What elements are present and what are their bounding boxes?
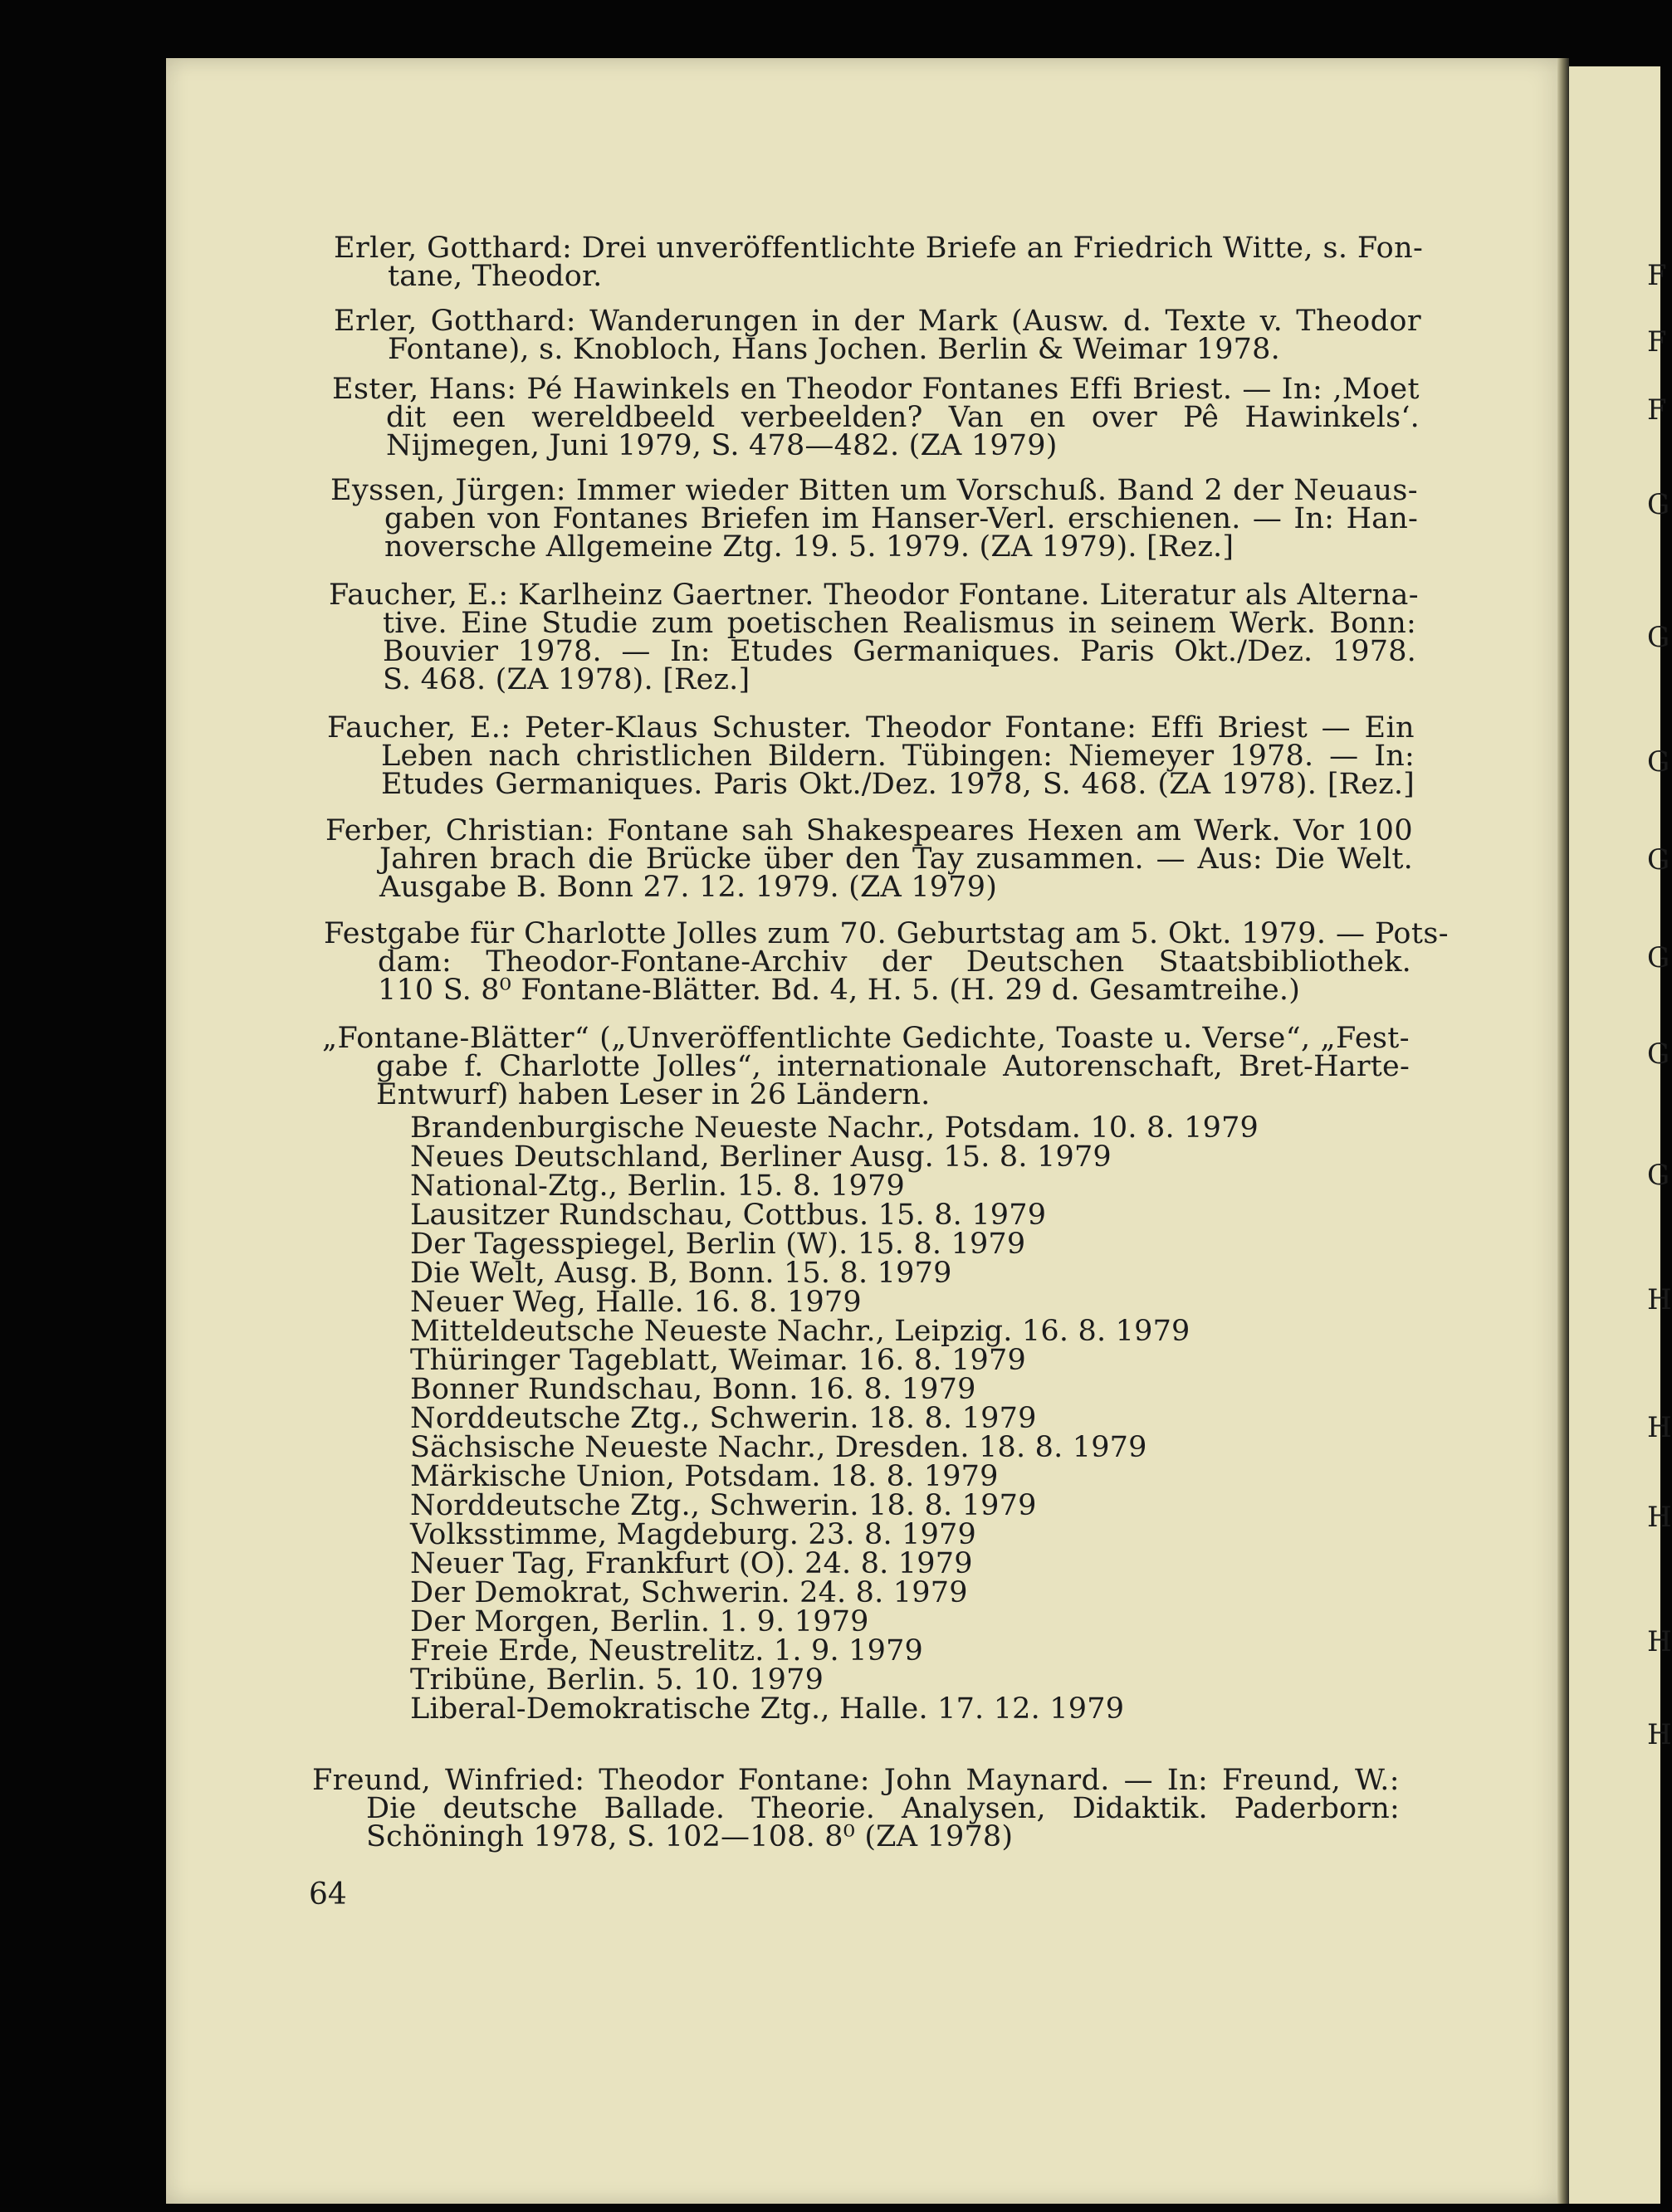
bibliography-entry-festgabe xyxy=(324,917,1449,1007)
entry-line: noversche Allgemeine Ztg. 19. 5. 1979. (ZA 1979). [Rez.] xyxy=(384,530,1234,564)
entry-line: tane, Theodor. xyxy=(388,260,603,293)
adjacent-page-letter: G xyxy=(1647,843,1670,876)
entry-line: „Fontane-Blätter“ („Unveröffentlichte Gedichte, Toaste u. Verse“, „Fest- xyxy=(322,1022,1410,1055)
adjacent-page-letter: F xyxy=(1647,259,1667,292)
entry-line: Faucher, E.: Karlheinz Gaertner. Theodor Fontane. Literatur als Alterna- xyxy=(329,579,1419,612)
adjacent-page-letter: G xyxy=(1647,621,1670,654)
list-item: Tribüne, Berlin. 5. 10. 1979 xyxy=(410,1663,824,1697)
entry-line: dit een wereldbeeld verbeelden? Van en over Pê Hawinkels‘. xyxy=(386,401,1420,434)
press-review-list xyxy=(410,1111,1259,1726)
entry-line: Schöningh 1978, S. 102—108. 8⁰ (ZA 1978) xyxy=(366,1820,1014,1853)
bibliography-entry-erler-2 xyxy=(334,307,1421,364)
list-item: Volksstimme, Magdeburg. 23. 8. 1979 xyxy=(410,1518,976,1551)
entry-line: Festgabe für Charlotte Jolles zum 70. Geburtstag am 5. Okt. 1979. — Pots- xyxy=(324,917,1449,950)
adjacent-page-letter: F xyxy=(1647,393,1667,427)
list-item: Der Demokrat, Schwerin. 24. 8. 1979 xyxy=(410,1576,968,1609)
entry-line: 110 S. 8⁰ Fontane-Blätter. Bd. 4, H. 5. (H. 29 d. Gesamtreihe.) xyxy=(378,974,1301,1007)
list-item: Norddeutsche Ztg., Schwerin. 18. 8. 1979 xyxy=(410,1489,1037,1522)
adjacent-page-letter: H xyxy=(1647,1625,1672,1658)
entry-line: Ausgabe B. Bonn 27. 12. 1979. (ZA 1979) xyxy=(379,871,998,904)
list-item: Thüringer Tageblatt, Weimar. 16. 8. 1979 xyxy=(410,1344,1026,1377)
page-number: 64 xyxy=(309,1878,347,1912)
entry-line: S. 468. (ZA 1978). [Rez.] xyxy=(383,663,750,696)
bibliography-entry-fontane-blaetter xyxy=(322,1024,1410,1109)
entry-line: Nijmegen, Juni 1979, S. 478—482. (ZA 1979) xyxy=(386,429,1058,462)
list-item: Norddeutsche Ztg., Schwerin. 18. 8. 1979 xyxy=(410,1402,1037,1435)
list-item: Liberal-Demokratische Ztg., Halle. 17. 12. 1979 xyxy=(410,1692,1125,1726)
entry-line: Ester, Hans: Pé Hawinkels en Theodor Fontanes Effi Briest. — In: ‚Moet xyxy=(332,373,1420,406)
entry-line: Die deutsche Ballade. Theorie. Analysen, Didaktik. Paderborn: xyxy=(366,1792,1400,1825)
entry-line: dam: Theodor-Fontane-Archiv der Deutschen Staatsbibliothek. xyxy=(378,945,1411,979)
adjacent-page-letter: H xyxy=(1647,1283,1672,1316)
list-item: Neues Deutschland, Berliner Ausg. 15. 8. 1979 xyxy=(410,1140,1112,1174)
bibliography-entry-freund xyxy=(312,1766,1400,1851)
list-item: Der Morgen, Berlin. 1. 9. 1979 xyxy=(410,1605,869,1638)
list-item: Freie Erde, Neustrelitz. 1. 9. 1979 xyxy=(410,1634,924,1668)
adjacent-page-letter: H xyxy=(1647,1718,1672,1751)
adjacent-page-letter: G xyxy=(1647,745,1670,779)
entry-line: Etudes Germaniques. Paris Okt./Dez. 1978, S. 468. (ZA 1978). [Rez.] xyxy=(381,768,1415,801)
bibliography-entry-eyssen xyxy=(330,474,1418,564)
entry-line: Eyssen, Jürgen: Immer wieder Bitten um Vorschuß. Band 2 der Neuaus- xyxy=(330,474,1418,507)
entry-line: Leben nach christlichen Bildern. Tübingen: Niemeyer 1978. — In: xyxy=(381,740,1415,773)
entry-line: gabe f. Charlotte Jolles“, internationale Autorenschaft, Bret-Harte- xyxy=(376,1050,1410,1083)
adjacent-page-letter: G xyxy=(1647,488,1670,521)
adjacent-page-letter: G xyxy=(1647,1038,1670,1071)
list-item: Bonner Rundschau, Bonn. 16. 8. 1979 xyxy=(410,1373,976,1406)
bibliography-entry-erler-1 xyxy=(334,232,1424,293)
entry-line: Erler, Gotthard: Wanderungen in der Mark (Ausw. d. Texte v. Theodor xyxy=(334,305,1421,338)
bibliography-entry-ferber xyxy=(325,814,1413,904)
entry-line: Faucher, E.: Peter-Klaus Schuster. Theodor Fontane: Effi Briest — Ein xyxy=(327,711,1415,745)
adjacent-page-letter: F xyxy=(1647,325,1667,359)
list-item: Sächsische Neueste Nachr., Dresden. 18. 8. 1979 xyxy=(410,1431,1147,1464)
list-item: National-Ztg., Berlin. 15. 8. 1979 xyxy=(410,1169,905,1203)
bibliography-entry-faucher-1 xyxy=(329,579,1419,696)
bibliography-entry-faucher-2 xyxy=(327,711,1415,801)
bibliography-entry-ester xyxy=(332,375,1420,460)
entry-line: gaben von Fontanes Briefen im Hanser-Verl. erschienen. — In: Han- xyxy=(384,502,1418,535)
entry-line: Fontane), s. Knobloch, Hans Jochen. Berlin & Weimar 1978. xyxy=(388,333,1280,366)
list-item: Neuer Weg, Halle. 16. 8. 1979 xyxy=(410,1286,862,1319)
entry-line: Freund, Winfried: Theodor Fontane: John Maynard. — In: Freund, W.: xyxy=(312,1764,1400,1797)
list-item: Lausitzer Rundschau, Cottbus. 15. 8. 1979 xyxy=(410,1199,1047,1232)
entry-line: Erler, Gotthard: Drei unveröffentlichte Briefe an Friedrich Witte, s. Fon- xyxy=(334,232,1424,265)
entry-line: Bouvier 1978. — In: Etudes Germaniques. Paris Okt./Dez. 1978. xyxy=(383,635,1416,668)
entry-line: Jahren brach die Brücke über den Tay zusammen. — Aus: Die Welt. xyxy=(379,842,1413,876)
adjacent-page-letter: G xyxy=(1647,941,1670,974)
entry-line: tive. Eine Studie zum poetischen Realismus in seinem Werk. Bonn: xyxy=(383,607,1416,640)
adjacent-page-letter: H xyxy=(1647,1501,1672,1534)
list-item: Brandenburgische Neueste Nachr., Potsdam. 10. 8. 1979 xyxy=(410,1111,1259,1145)
entry-line: Ferber, Christian: Fontane sah Shakespeares Hexen am Werk. Vor 100 xyxy=(325,814,1413,847)
list-item: Die Welt, Ausg. B, Bonn. 15. 8. 1979 xyxy=(410,1257,952,1290)
entry-line: Entwurf) haben Leser in 26 Ländern. xyxy=(376,1078,931,1111)
list-item: Neuer Tag, Frankfurt (O). 24. 8. 1979 xyxy=(410,1547,973,1580)
list-item: Der Tagesspiegel, Berlin (W). 15. 8. 1979 xyxy=(410,1228,1026,1261)
list-item: Mitteldeutsche Neueste Nachr., Leipzig. 16. 8. 1979 xyxy=(410,1315,1190,1348)
adjacent-page-letter: G xyxy=(1647,1159,1670,1192)
list-item: Märkische Union, Potsdam. 18. 8. 1979 xyxy=(410,1460,999,1493)
adjacent-page-letter: H xyxy=(1647,1411,1672,1444)
